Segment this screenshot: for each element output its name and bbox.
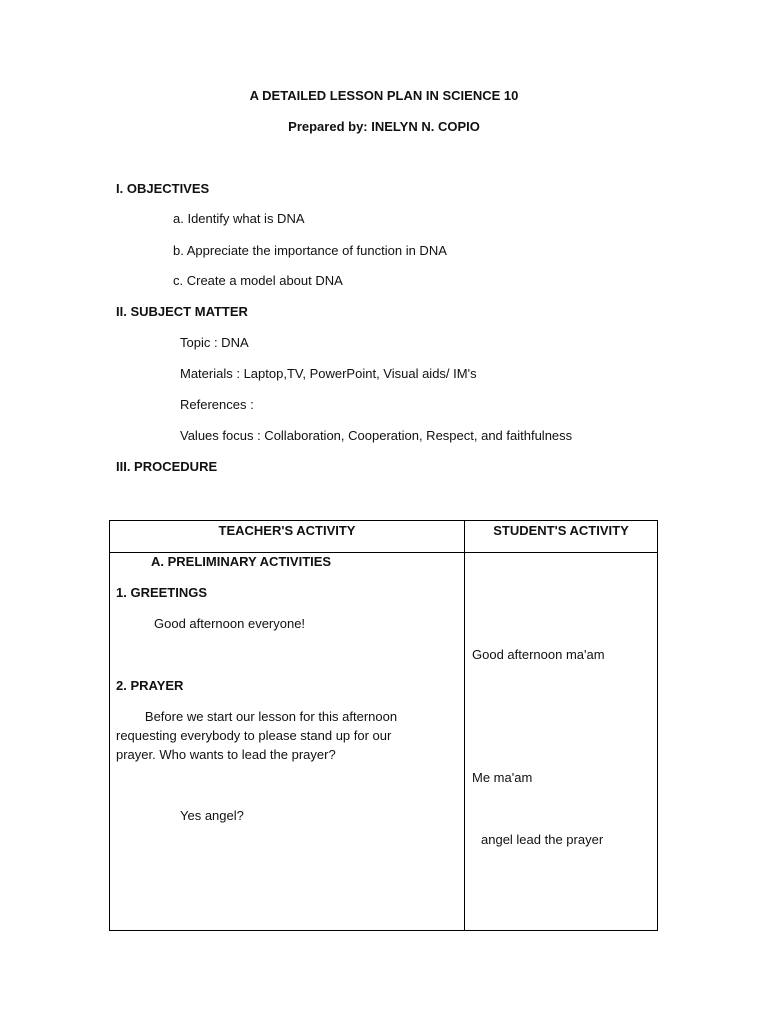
student-angel-leads: angel lead the prayer (481, 832, 604, 847)
prepared-by: Prepared by: INELYN N. COPIO (288, 119, 480, 134)
procedure-table (109, 520, 658, 931)
greetings-heading: 1. GREETINGS (116, 585, 208, 600)
procedure-heading: III. PROCEDURE (116, 459, 218, 474)
prayer-heading: 2. PRAYER (116, 678, 184, 693)
objectives-heading: I. OBJECTIVES (116, 181, 210, 196)
values-focus-line: Values focus : Collaboration, Cooperation, Respect, and faithfulness (180, 428, 573, 443)
materials-line: Materials : Laptop,TV, PowerPoint, Visual aids/ IM's (180, 366, 477, 381)
document-title: A DETAILED LESSON PLAN IN SCIENCE 10 (249, 88, 519, 103)
teacher-yes-angel: Yes angel? (180, 808, 244, 823)
student-greeting: Good afternoon ma'am (472, 647, 605, 662)
preliminary-activities: A. PRELIMINARY ACTIVITIES (151, 554, 332, 569)
topic-line: Topic : DNA (180, 335, 249, 350)
student-prayer-volunteer: Me ma'am (472, 770, 533, 785)
student-activity-header: STUDENT'S ACTIVITY (493, 523, 629, 538)
teacher-greeting: Good afternoon everyone! (154, 616, 306, 631)
header-divider (110, 552, 657, 553)
references-line: References : (180, 397, 254, 412)
objective-item: c. Create a model about DNA (173, 273, 343, 288)
teacher-activity-header: TEACHER'S ACTIVITY (218, 523, 356, 538)
objective-item: a. Identify what is DNA (173, 211, 305, 226)
teacher-prayer-request: Before we start our lesson for this afternoon requesting everybody to please stand up for our prayer. Who wants to lead the prayer? (116, 709, 401, 762)
objective-item: b. Appreciate the importance of function in DNA (173, 243, 447, 258)
column-divider (464, 521, 465, 930)
subject-matter-heading: II. SUBJECT MATTER (116, 304, 248, 319)
